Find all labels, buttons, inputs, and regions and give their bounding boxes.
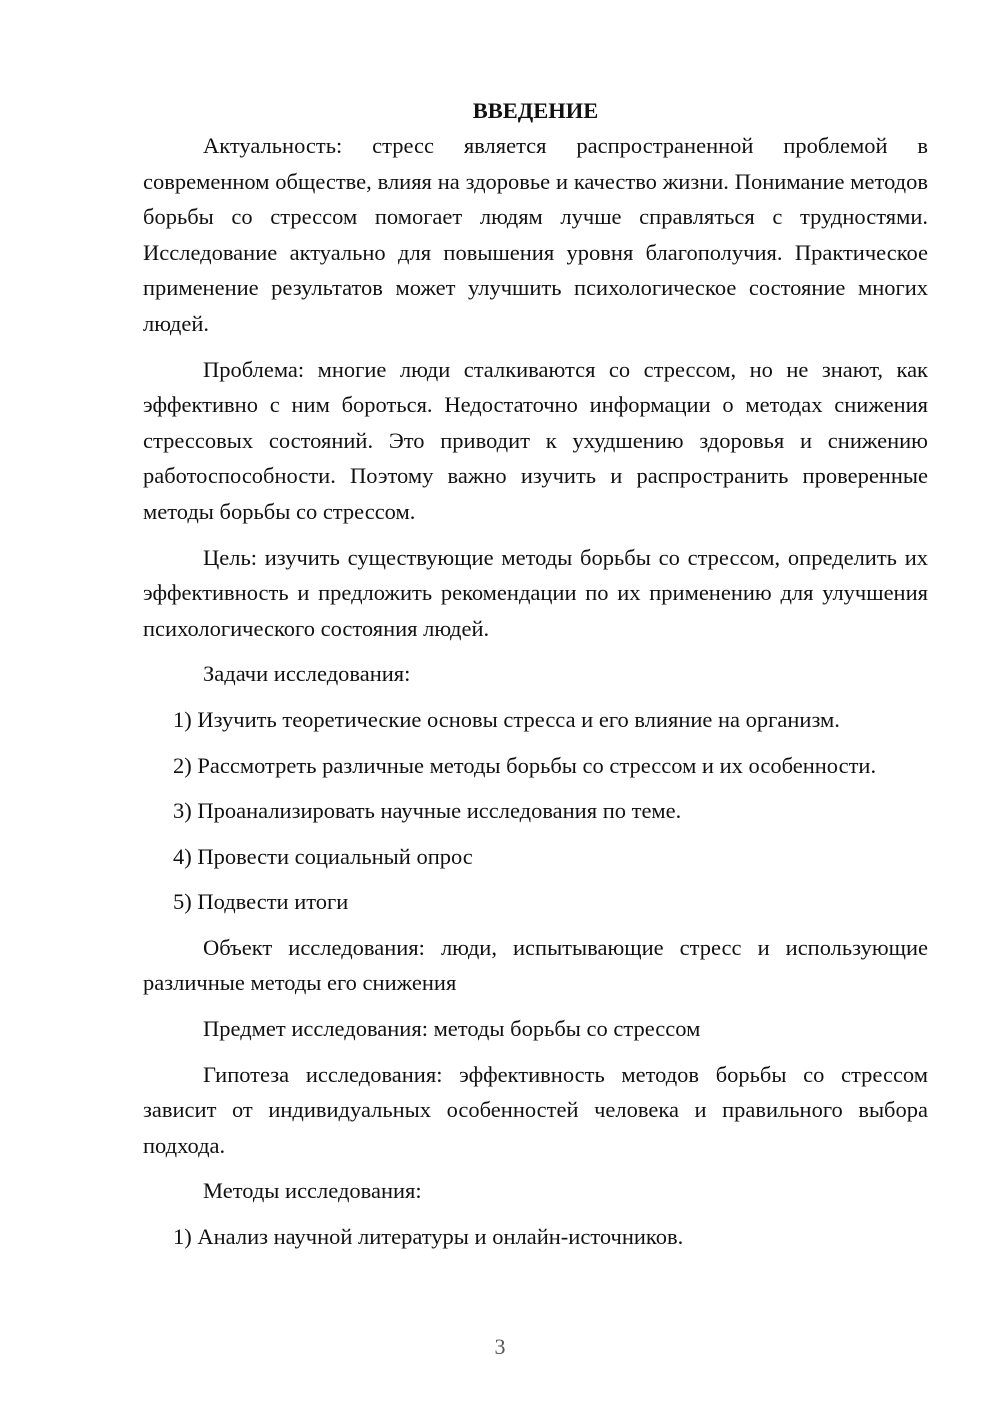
methods-heading: Методы исследования:: [203, 1178, 422, 1204]
problem-paragraph: Проблема: многие люди сталкиваются со стрессом, но не знают, как эффективно с ним бороться. Недостаточно информации о методах снижения стрессовых состояний. Это приводит к ухудшению здоровья и снижению работоспособности. Поэтому важно изучить и распространить проверенные методы борьбы со стрессом.: [143, 356, 928, 524]
task-item: 3) Проанализировать научные исследования по теме.: [173, 798, 682, 824]
task-item: 5) Подвести итоги: [173, 889, 349, 915]
document-page: [143, 93, 928, 1265]
goal-paragraph: Цель: изучить существующие методы борьбы со стрессом, определить их эффективность и предложить рекомендации по их применению для улучшения психологического состояния людей.: [143, 544, 928, 641]
task-item: 4) Провести социальный опрос: [173, 843, 473, 869]
task-item: 1) Изучить теоретические основы стресса и его влияние на организм.: [173, 706, 840, 732]
relevance-paragraph: Актуальность: стресс является распространенной проблемой в современном обществе, влияя на здоровье и качество жизни. Понимание методов борьбы со стрессом помогает людям лучше справляться с трудностями. Исследование актуально для повышения уровня благополучия. Практическое применение результатов может улучшить психологическое состояние многих людей.: [143, 133, 928, 336]
task-item: 2) Рассмотреть различные методы борьбы со стрессом и их особенности.: [173, 752, 877, 778]
method-item: 1) Анализ научной литературы и онлайн-источников.: [173, 1224, 684, 1250]
hypothesis-paragraph: Гипотеза исследования: эффективность методов борьбы со стрессом зависит от индивидуальных особенностей человека и правильного выбора подхода.: [143, 1061, 928, 1158]
object-paragraph: Объект исследования: люди, испытывающие стресс и использующие различные методы его снижения: [143, 934, 928, 996]
tasks-heading: Задачи исследования:: [203, 661, 411, 687]
page-number: 3: [494, 1334, 506, 1359]
section-title: ВВЕДЕНИЕ: [472, 98, 599, 123]
subject-paragraph: Предмет исследования: методы борьбы со стрессом: [203, 1016, 701, 1042]
